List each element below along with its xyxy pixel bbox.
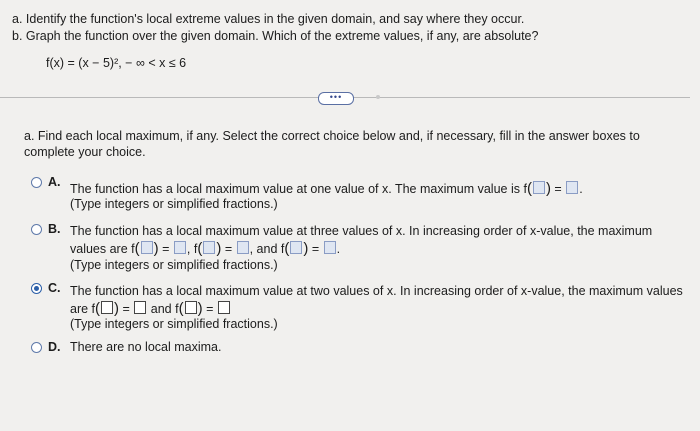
answer-box[interactable] <box>174 241 186 254</box>
choice-a-label: The function has a local maximum value at one value of x. The maximum value is f <box>70 182 527 196</box>
choice-c-hint: (Type integers or simplified fractions.) <box>70 317 278 331</box>
answer-box[interactable] <box>324 241 336 254</box>
question-line-a: a. Identify the function's local extreme values in the given domain, and say where they occur. <box>12 12 525 26</box>
choice-c-text2: are f( ) = and f( ) = <box>70 300 231 317</box>
choice-b-letter: B. <box>48 222 61 236</box>
choice-b-hint: (Type integers or simplified fractions.) <box>70 258 278 272</box>
choice-b-text1: The function has a local maximum value at three values of x. In increasing order of x-value, the maximum <box>70 224 653 238</box>
choice-b-text2: values are f( ) = , f( ) = , and f( ) = . <box>70 240 341 257</box>
more-button[interactable]: ••• <box>318 92 354 105</box>
choice-d-letter: D. <box>48 340 61 354</box>
answer-box[interactable] <box>203 241 215 254</box>
choice-c-letter: C. <box>48 281 61 295</box>
choice-c-text1: The function has a local maximum value at two values of x. In increasing order of x-value, the maximum values <box>70 284 683 298</box>
question-line-b: b. Graph the function over the given domain. Which of the extreme values, if any, are absolute? <box>12 29 539 43</box>
choice-d-radio[interactable] <box>31 342 42 353</box>
answer-box[interactable] <box>290 241 302 254</box>
choice-b-radio[interactable] <box>31 224 42 235</box>
choice-c-radio[interactable] <box>31 283 42 294</box>
answer-box[interactable] <box>237 241 249 254</box>
answer-box[interactable] <box>533 181 545 194</box>
decorative-dot <box>376 95 380 99</box>
choice-a-hint: (Type integers or simplified fractions.) <box>70 197 278 211</box>
answer-box[interactable] <box>566 181 578 194</box>
answer-box[interactable] <box>101 301 113 314</box>
answer-box[interactable] <box>185 301 197 314</box>
part-a-prompt <box>24 128 644 160</box>
part-a-prompt-line1: a. Find each local maximum, if any. Select the correct choice below and, if necessary, fill in the answer boxes to <box>24 129 640 143</box>
choice-d-text: There are no local maxima. <box>70 340 222 354</box>
choice-a-text: The function has a local maximum value at one value of x. The maximum value is f( ) = . <box>70 180 583 197</box>
choice-a-radio[interactable] <box>31 177 42 188</box>
part-a-prompt-line2: complete your choice. <box>24 145 146 159</box>
answer-box[interactable] <box>218 301 230 314</box>
choice-a-letter: A. <box>48 175 61 189</box>
answer-box[interactable] <box>141 241 153 254</box>
answer-box[interactable] <box>134 301 146 314</box>
function-definition: f(x) = (x − 5)², − ∞ < x ≤ 6 <box>46 56 187 70</box>
